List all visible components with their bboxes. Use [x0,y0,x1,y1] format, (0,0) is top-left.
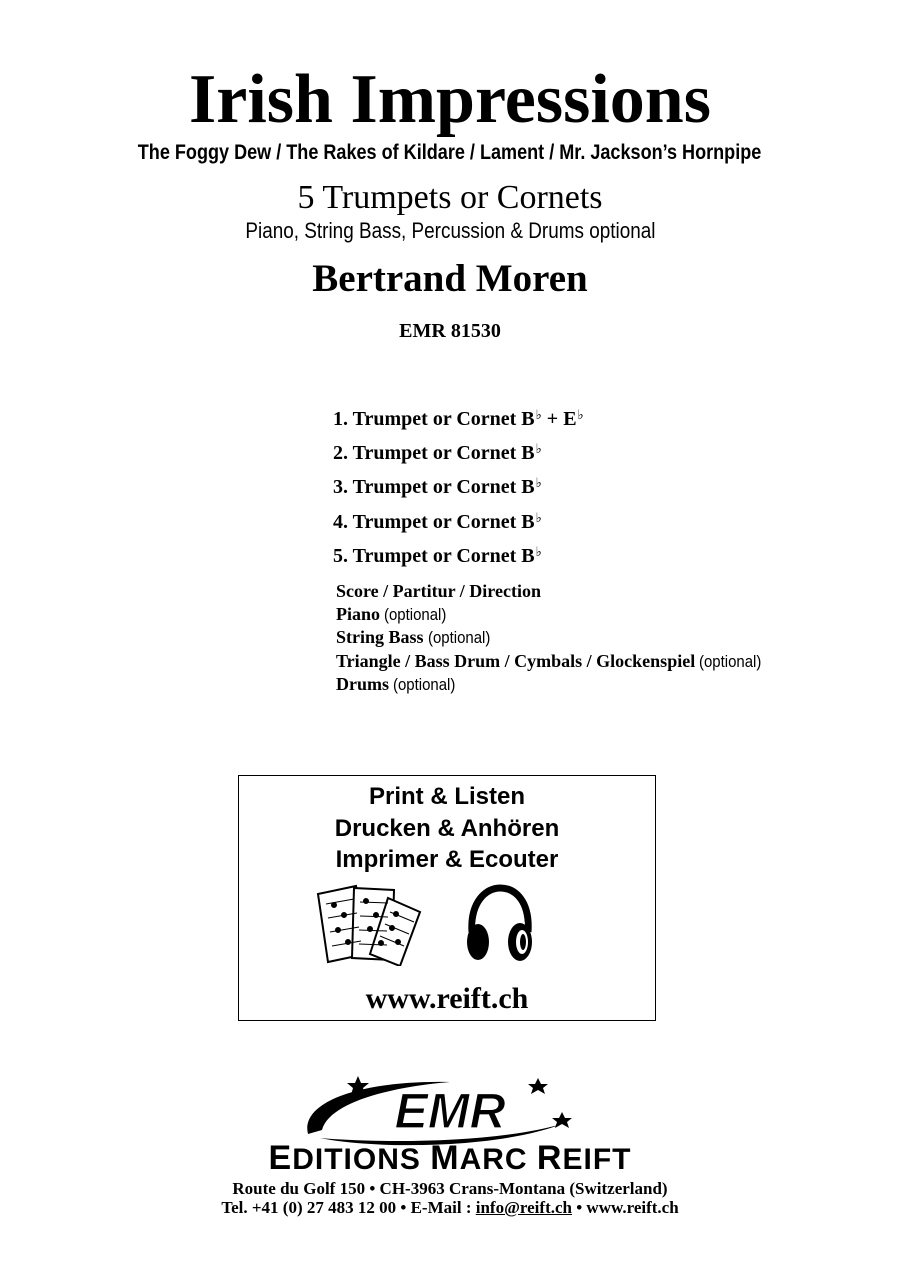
print-listen-box [238,775,656,1021]
promo-line-german: Drucken & Anhören [334,815,560,842]
extra-part-item: String Bass (optional) [336,627,490,648]
publisher-contact: Tel. +41 (0) 27 483 12 00 • E-Mail : info@reift.ch • www.reift.ch [221,1198,679,1217]
part-item: 1. Trumpet or Cornet B♭ + E♭ [333,407,584,430]
email-link[interactable]: info@reift.ch [475,1198,572,1217]
composer: Bertrand Moren [312,257,588,300]
additional-parts-list [336,580,770,697]
svg-text:EMR: EMR [394,1083,506,1139]
subtitle-row [0,138,900,167]
optional-instruments-row [0,217,900,245]
promo-line-english: Print & Listen [368,783,525,810]
headphones-icon [464,884,536,964]
extra-part-item: Triangle / Bass Drum / Cymbals / Glockenspiel (optional) [336,650,762,671]
extra-part-item: Piano (optional) [336,603,447,624]
publisher-name: EDITIONS MARC REIFT [268,1139,632,1177]
instrumentation: 5 Trumpets or Cornets [297,179,603,216]
extra-part-item: Score / Partitur / Direction [336,581,541,601]
part-item: 2. Trumpet or Cornet B♭ [333,441,542,465]
part-item: 4. Trumpet or Cornet B♭ [333,509,542,533]
parts-list [333,400,584,571]
promo-website[interactable]: www.reift.ch [365,982,529,1015]
part-item: 5. Trumpet or Cornet B♭ [333,543,542,567]
sheet-music-icon [314,884,424,966]
subtitle: The Foggy Dew / The Rakes of Kildare / Lament / Mr. Jackson’s Hornpipe [138,141,762,164]
part-item: 3. Trumpet or Cornet B♭ [333,475,542,499]
promo-line-french: Imprimer & Ecouter [335,846,559,873]
title: Irish Impressions [189,61,711,138]
optional-instruments: Piano, String Bass, Percussion & Drums optional [244,218,656,243]
catalog-number: EMR 81530 [399,320,501,342]
publisher-address: Route du Golf 150 • CH-3963 Crans-Montana (Switzerland) [232,1179,668,1198]
emr-logo [300,1072,580,1147]
extra-part-item: Drums (optional) [336,674,456,695]
